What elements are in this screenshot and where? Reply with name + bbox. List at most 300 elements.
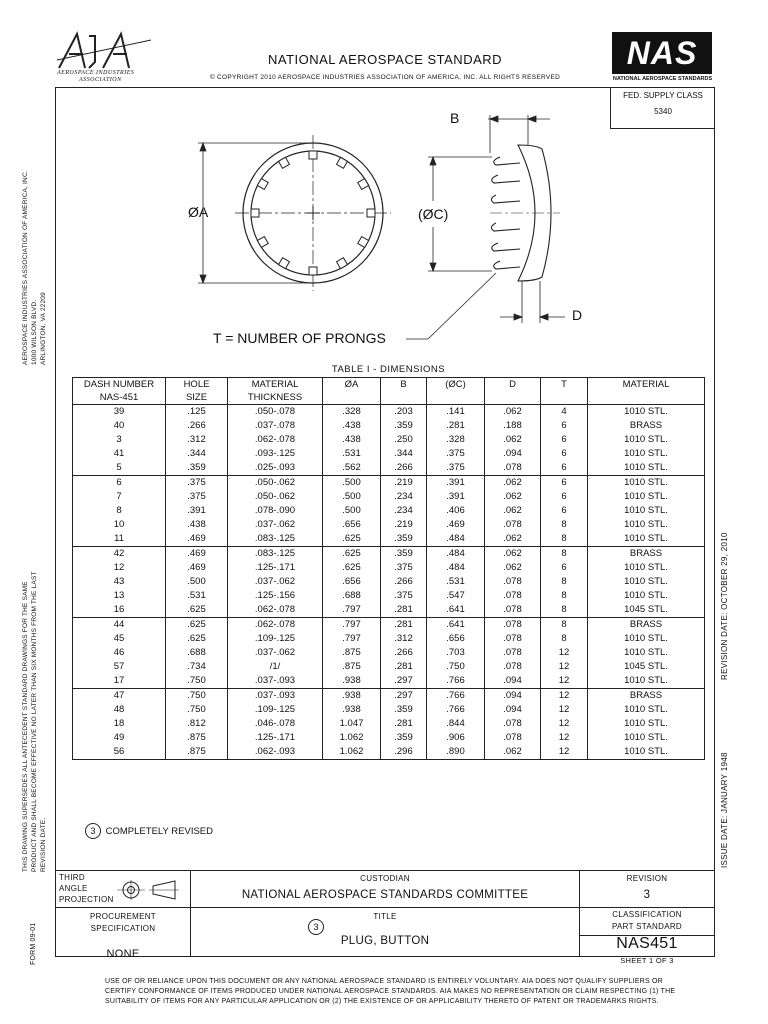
aia-address-line1: AEROSPACE INDUSTRIES ASSOCIATION OF AMERICA, INC. — [22, 170, 29, 365]
table-cell: .203 — [381, 405, 427, 420]
table-cell: .328 — [427, 433, 485, 447]
table-cell: .037-.093 — [228, 689, 323, 704]
dimensions-table — [72, 377, 705, 760]
table-cell: .359 — [381, 703, 427, 717]
table-cell: 1010 STL. — [588, 405, 705, 420]
projection-line2: ANGLE — [59, 884, 88, 893]
third-angle-projection-icon — [111, 878, 181, 902]
table-cell: .062 — [485, 547, 541, 562]
table-cell: .109-.125 — [228, 703, 323, 717]
table-row — [73, 419, 705, 433]
table-cell: 8 — [541, 547, 588, 562]
table-row — [73, 618, 705, 633]
table-cell: .359 — [381, 532, 427, 547]
table-header-cell — [381, 378, 427, 405]
table-cell: .797 — [323, 632, 381, 646]
table-cell: 12 — [541, 660, 588, 674]
table-cell: .297 — [381, 674, 427, 689]
table-cell: .109-.125 — [228, 632, 323, 646]
table-cell: .062 — [485, 561, 541, 575]
table-cell: .083-.125 — [228, 547, 323, 562]
table-cell: .469 — [166, 561, 228, 575]
table-cell: .078 — [485, 461, 541, 476]
table-cell: .281 — [381, 618, 427, 633]
prong-mark — [257, 179, 268, 190]
table-header-cell — [588, 378, 705, 405]
table-title: TABLE I - DIMENSIONS — [331, 364, 446, 375]
table-cell: .625 — [323, 561, 381, 575]
table-cell: .050-.062 — [228, 490, 323, 504]
table-cell: 8 — [541, 589, 588, 603]
procurement-label-line2: SPECIFICATION — [90, 924, 156, 933]
table-cell: .062 — [485, 405, 541, 420]
table-header-text: THICKNESS — [247, 392, 303, 403]
table-row — [73, 547, 705, 562]
table-cell: .094 — [485, 674, 541, 689]
label-b: B — [450, 110, 460, 126]
table-cell: 1010 STL. — [588, 745, 705, 760]
table-cell: .266 — [381, 575, 427, 589]
table-cell: 12 — [541, 717, 588, 731]
prong-mark — [251, 209, 259, 217]
table-cell: .750 — [427, 660, 485, 674]
table-cell: .078 — [485, 632, 541, 646]
table-row — [73, 476, 705, 491]
table-cell: 1010 STL. — [588, 476, 705, 491]
table-cell: .500 — [323, 490, 381, 504]
table-header-text — [485, 391, 540, 404]
table-row — [73, 603, 705, 618]
table-cell: 8 — [73, 504, 166, 518]
document-header-title: NATIONAL AEROSPACE STANDARD — [267, 52, 503, 67]
table-cell: .037-.062 — [228, 646, 323, 660]
table-header-cell — [73, 378, 166, 405]
revision-label: REVISION — [626, 874, 668, 883]
table-cell: 49 — [73, 731, 166, 745]
table-cell: .531 — [427, 575, 485, 589]
table-cell: .037-.062 — [228, 575, 323, 589]
table-cell: 1045 STL. — [588, 660, 705, 674]
custodian-label: CUSTODIAN — [360, 874, 410, 883]
table-cell: 12 — [73, 561, 166, 575]
procurement-label-line1: PROCUREMENT — [90, 912, 156, 921]
table-header-text: (ØC) — [445, 379, 466, 390]
table-cell: .469 — [427, 518, 485, 532]
table-cell: 10 — [73, 518, 166, 532]
table-cell: .359 — [381, 419, 427, 433]
supersede-notice-line2: PRODUCT AND SHALL BECOME EFFECTIVE NO LATER THAN SIX MONTHS FROM THE LAST — [31, 571, 38, 872]
table-cell: .078 — [485, 731, 541, 745]
table-cell: 12 — [541, 646, 588, 660]
revision-note — [85, 823, 213, 839]
table-cell: .094 — [485, 689, 541, 704]
table-cell: .875 — [323, 660, 381, 674]
table-cell: .297 — [381, 689, 427, 704]
table-header-cell — [166, 378, 228, 405]
table-cell: .078-.090 — [228, 504, 323, 518]
table-cell: .531 — [323, 447, 381, 461]
table-header-text: T — [561, 379, 567, 390]
label-diameter-a: ØA — [188, 204, 209, 220]
table-cell: 1010 STL. — [588, 561, 705, 575]
table-cell: 6 — [541, 461, 588, 476]
table-cell: 8 — [541, 632, 588, 646]
table-cell: 12 — [541, 731, 588, 745]
table-cell: 1.062 — [323, 731, 381, 745]
table-cell: 47 — [73, 689, 166, 704]
fed-supply-class-label: FED. SUPPLY CLASS — [623, 91, 703, 100]
table-row — [73, 717, 705, 731]
table-cell: .062 — [485, 532, 541, 547]
table-cell: 6 — [73, 476, 166, 491]
table-row — [73, 532, 705, 547]
table-row — [73, 632, 705, 646]
table-cell: 44 — [73, 618, 166, 633]
table-cell: .025-.093 — [228, 461, 323, 476]
table-cell: 1010 STL. — [588, 703, 705, 717]
table-cell: 6 — [541, 561, 588, 575]
revision-note-text: COMPLETELY REVISED — [105, 826, 213, 837]
table-cell: .734 — [166, 660, 228, 674]
table-cell: 6 — [541, 447, 588, 461]
table-cell: 6 — [541, 504, 588, 518]
table-cell: 1010 STL. — [588, 589, 705, 603]
table-cell: 1010 STL. — [588, 504, 705, 518]
table-cell: .078 — [485, 575, 541, 589]
table-row — [73, 575, 705, 589]
table-cell: .062 — [485, 433, 541, 447]
table-cell: BRASS — [588, 419, 705, 433]
classification-label: CLASSIFICATION — [612, 910, 682, 919]
table-cell: .344 — [381, 447, 427, 461]
nas-logo-sub: NATIONAL AEROSPACE STANDARDS — [612, 76, 713, 82]
table-row — [73, 504, 705, 518]
table-header-text: D — [509, 379, 516, 390]
table-cell: 48 — [73, 703, 166, 717]
table-cell: .625 — [166, 603, 228, 618]
table-cell: .938 — [323, 689, 381, 704]
revision-value: 3 — [643, 889, 651, 901]
table-row — [73, 689, 705, 704]
table-cell: .875 — [323, 646, 381, 660]
table-cell: 1010 STL. — [588, 717, 705, 731]
table-cell: .281 — [381, 717, 427, 731]
table-cell: .391 — [427, 476, 485, 491]
table-cell: .281 — [381, 660, 427, 674]
table-cell: 8 — [541, 618, 588, 633]
table-header-text — [427, 391, 484, 404]
fed-supply-class-value: 5340 — [654, 107, 672, 116]
table-cell: .037-.062 — [228, 518, 323, 532]
sheet-number: SHEET 1 OF 3 — [620, 956, 674, 965]
table-cell: .328 — [323, 405, 381, 420]
table-cell: .625 — [323, 532, 381, 547]
table-cell: 1010 STL. — [588, 731, 705, 745]
aia-logo-graphic — [55, 30, 155, 70]
table-cell: .906 — [427, 731, 485, 745]
table-cell: 12 — [541, 674, 588, 689]
table-row — [73, 731, 705, 745]
table-cell: .141 — [427, 405, 485, 420]
table-header-cell — [427, 378, 485, 405]
table-row — [73, 745, 705, 760]
table-row — [73, 447, 705, 461]
table-cell: .766 — [427, 703, 485, 717]
table-header-row — [73, 378, 705, 405]
table-cell: .625 — [166, 618, 228, 633]
prong-mark — [257, 237, 268, 248]
table-cell: .938 — [323, 674, 381, 689]
prong-mark — [367, 209, 375, 217]
table-cell: 56 — [73, 745, 166, 760]
title-block — [55, 870, 715, 965]
table-cell: .359 — [166, 461, 228, 476]
title-revision-number: 3 — [308, 919, 324, 935]
table-cell: 13 — [73, 589, 166, 603]
prong-mark — [309, 267, 317, 275]
table-cell: .062 — [485, 476, 541, 491]
procurement-value: NONE — [106, 948, 140, 960]
footer-disclaimer: USE OF OR RELIANCE UPON THIS DOCUMENT OR ANY NATIONAL AEROSPACE STANDARD IS ENTIRELY VOLUNTARY. AIA DOES NOT QUALIFY SUPPLIERS OR CERTIFY CONFORMANCE OF ITEMS PRODUCED UNDER NATIONAL AEROSPACE STANDARDS. AIA MAKES NO REPRESENTATION OR CLAIM RESPECTING (1) THE SUITABILITY OF ITEMS FOR ANY PARTICULAR APPLICATION OR (2) THE EXISTENCE OF OR APPLICABILITY THERETO OF PATENT OR TRADEMARKS RIGHTS. — [105, 978, 676, 1005]
table-cell: 12 — [541, 689, 588, 704]
table-header-text: B — [400, 379, 407, 390]
table-cell: 6 — [541, 419, 588, 433]
table-cell: 43 — [73, 575, 166, 589]
table-cell: .625 — [323, 547, 381, 562]
table-cell: BRASS — [588, 618, 705, 633]
projection-line1: THIRD — [59, 873, 85, 882]
table-cell: 39 — [73, 405, 166, 420]
table-header-text: SIZE — [185, 392, 208, 403]
table-cell: 6 — [541, 490, 588, 504]
table-cell: 12 — [541, 745, 588, 760]
table-cell: .469 — [166, 547, 228, 562]
table-cell: 42 — [73, 547, 166, 562]
table-cell: 1.047 — [323, 717, 381, 731]
table-cell: .078 — [485, 589, 541, 603]
table-cell: .484 — [427, 532, 485, 547]
aia-address-line3: ARLINGTON, VA 22209 — [40, 292, 47, 365]
table-cell: 1010 STL. — [588, 632, 705, 646]
prong-mark — [337, 258, 348, 269]
table-cell: .766 — [427, 674, 485, 689]
table-cell: 8 — [541, 603, 588, 618]
table-cell: .688 — [166, 646, 228, 660]
table-cell: .266 — [166, 419, 228, 433]
table-cell: 17 — [73, 674, 166, 689]
table-header-text — [541, 391, 587, 404]
table-cell: .125-.171 — [228, 731, 323, 745]
prong-leader — [406, 273, 496, 339]
table-cell: .050-.062 — [228, 476, 323, 491]
table-cell: .062-.093 — [228, 745, 323, 760]
table-row — [73, 518, 705, 532]
table-cell: .547 — [427, 589, 485, 603]
prong-mark — [279, 157, 290, 168]
table-cell: 1045 STL. — [588, 603, 705, 618]
table-cell: 46 — [73, 646, 166, 660]
table-cell: 1010 STL. — [588, 490, 705, 504]
table-cell: 6 — [541, 433, 588, 447]
table-cell: .062-.078 — [228, 433, 323, 447]
table-cell: .438 — [323, 433, 381, 447]
table-cell: .688 — [323, 589, 381, 603]
table-cell: 1010 STL. — [588, 674, 705, 689]
table-row — [73, 589, 705, 603]
table-cell: .344 — [166, 447, 228, 461]
table-cell: .625 — [166, 632, 228, 646]
table-header-text — [588, 391, 704, 404]
table-cell: .844 — [427, 717, 485, 731]
table-cell: .094 — [485, 447, 541, 461]
projection-line3: PROJECTION — [59, 895, 114, 904]
aia-logo-sub1: AEROSPACE INDUSTRIES — [57, 70, 135, 76]
table-row — [73, 703, 705, 717]
table-cell: 45 — [73, 632, 166, 646]
table-cell: .391 — [166, 504, 228, 518]
table-cell: 8 — [541, 518, 588, 532]
classification-value: PART STANDARD — [612, 922, 682, 931]
table-cell: .062 — [485, 745, 541, 760]
table-header-text — [381, 391, 426, 404]
table-cell: .875 — [166, 731, 228, 745]
table-cell: .391 — [427, 490, 485, 504]
table-cell: 4 — [541, 405, 588, 420]
table-header-text: DASH NUMBER — [83, 379, 155, 390]
table-header-text: MATERIAL — [251, 379, 299, 390]
table-row — [73, 405, 705, 420]
revision-date: REVISION DATE: OCTOBER 29, 2010 — [720, 532, 729, 680]
table-cell: .125 — [166, 405, 228, 420]
table-cell: 1010 STL. — [588, 575, 705, 589]
table-cell: .234 — [381, 504, 427, 518]
table-cell: 16 — [73, 603, 166, 618]
table-cell: .125-.171 — [228, 561, 323, 575]
table-cell: .484 — [427, 547, 485, 562]
table-cell: .062 — [485, 504, 541, 518]
table-cell: .359 — [381, 731, 427, 745]
table-cell: .078 — [485, 717, 541, 731]
table-cell: .656 — [427, 632, 485, 646]
table-cell: .125-.156 — [228, 589, 323, 603]
table-row — [73, 646, 705, 660]
copyright-notice: © COPYRIGHT 2010 AEROSPACE INDUSTRIES ASSOCIATION OF AMERICA, INC. ALL RIGHTS RESERVED — [209, 74, 561, 81]
table-cell: .281 — [381, 603, 427, 618]
table-cell: 1010 STL. — [588, 646, 705, 660]
table-cell: .656 — [323, 518, 381, 532]
supersede-notice-line1: THIS DRAWING SUPERSEDES ALL ANTECEDENT STANDARD DRAWINGS FOR THE SAME — [22, 581, 29, 872]
table-cell: .037-.093 — [228, 674, 323, 689]
table-cell: .375 — [166, 490, 228, 504]
table-cell: .078 — [485, 660, 541, 674]
table-cell: 12 — [541, 703, 588, 717]
table-cell: .312 — [166, 433, 228, 447]
table-cell: 8 — [541, 532, 588, 547]
table-row — [73, 433, 705, 447]
table-cell: .750 — [166, 703, 228, 717]
aia-logo-sub2: ASSOCIATION — [79, 77, 122, 83]
table-cell: .750 — [166, 689, 228, 704]
table-cell: .375 — [427, 461, 485, 476]
table-cell: 18 — [73, 717, 166, 731]
table-cell: 41 — [73, 447, 166, 461]
table-cell: 1010 STL. — [588, 447, 705, 461]
supersede-notice-line3: REVISION DATE. — [40, 817, 47, 872]
table-cell: .094 — [485, 703, 541, 717]
table-cell: .375 — [166, 476, 228, 491]
table-cell: 1010 STL. — [588, 518, 705, 532]
table-cell: .219 — [381, 518, 427, 532]
revision-note-number: 3 — [85, 823, 101, 839]
part-number: NAS451 — [616, 935, 678, 952]
prong-mark — [279, 258, 290, 269]
table-cell: .078 — [485, 518, 541, 532]
table-cell: .469 — [166, 532, 228, 547]
table-cell: 3 — [73, 433, 166, 447]
table-header-text: HOLE — [183, 379, 210, 390]
table-cell: .797 — [323, 603, 381, 618]
table-cell: 57 — [73, 660, 166, 674]
table-cell: 1010 STL. — [588, 433, 705, 447]
table-cell: 5 — [73, 461, 166, 476]
prong-mark — [358, 179, 369, 190]
table-cell: .188 — [485, 419, 541, 433]
table-header-cell — [485, 378, 541, 405]
table-cell: 40 — [73, 419, 166, 433]
table-cell: .083-.125 — [228, 532, 323, 547]
table-cell: .484 — [427, 561, 485, 575]
label-d: D — [572, 307, 583, 323]
table-row — [73, 561, 705, 575]
table-cell: .078 — [485, 603, 541, 618]
table-cell: 1010 STL. — [588, 461, 705, 476]
table-cell: .797 — [323, 618, 381, 633]
aia-logo — [55, 30, 155, 85]
table-cell: .359 — [381, 547, 427, 562]
table-cell: .375 — [427, 447, 485, 461]
table-cell: BRASS — [588, 547, 705, 562]
table-cell: .890 — [427, 745, 485, 760]
table-cell: .375 — [381, 589, 427, 603]
prong-mark — [337, 157, 348, 168]
custodian-value: NATIONAL AEROSPACE STANDARDS COMMITTEE — [241, 889, 529, 901]
table-cell: 7 — [73, 490, 166, 504]
table-cell: .296 — [381, 745, 427, 760]
table-cell: 11 — [73, 532, 166, 547]
table-cell: .875 — [166, 745, 228, 760]
table-cell: .046-.078 — [228, 717, 323, 731]
table-cell: .281 — [427, 419, 485, 433]
table-cell: .562 — [323, 461, 381, 476]
table-cell: .219 — [381, 476, 427, 491]
table-cell: .266 — [381, 461, 427, 476]
table-header-text: ØA — [344, 379, 359, 390]
table-header-text: NAS-451 — [99, 392, 139, 403]
table-cell: .438 — [323, 419, 381, 433]
table-cell: .062-.078 — [228, 618, 323, 633]
table-cell: .500 — [323, 504, 381, 518]
dimension-d — [500, 281, 565, 323]
table-row — [73, 660, 705, 674]
table-row — [73, 461, 705, 476]
table-row — [73, 490, 705, 504]
table-header-text — [323, 391, 380, 404]
table-cell: .703 — [427, 646, 485, 660]
table-cell: .406 — [427, 504, 485, 518]
table-cell: .062-.078 — [228, 603, 323, 618]
button-plug-drawing — [60, 105, 660, 355]
table-cell: 8 — [541, 575, 588, 589]
